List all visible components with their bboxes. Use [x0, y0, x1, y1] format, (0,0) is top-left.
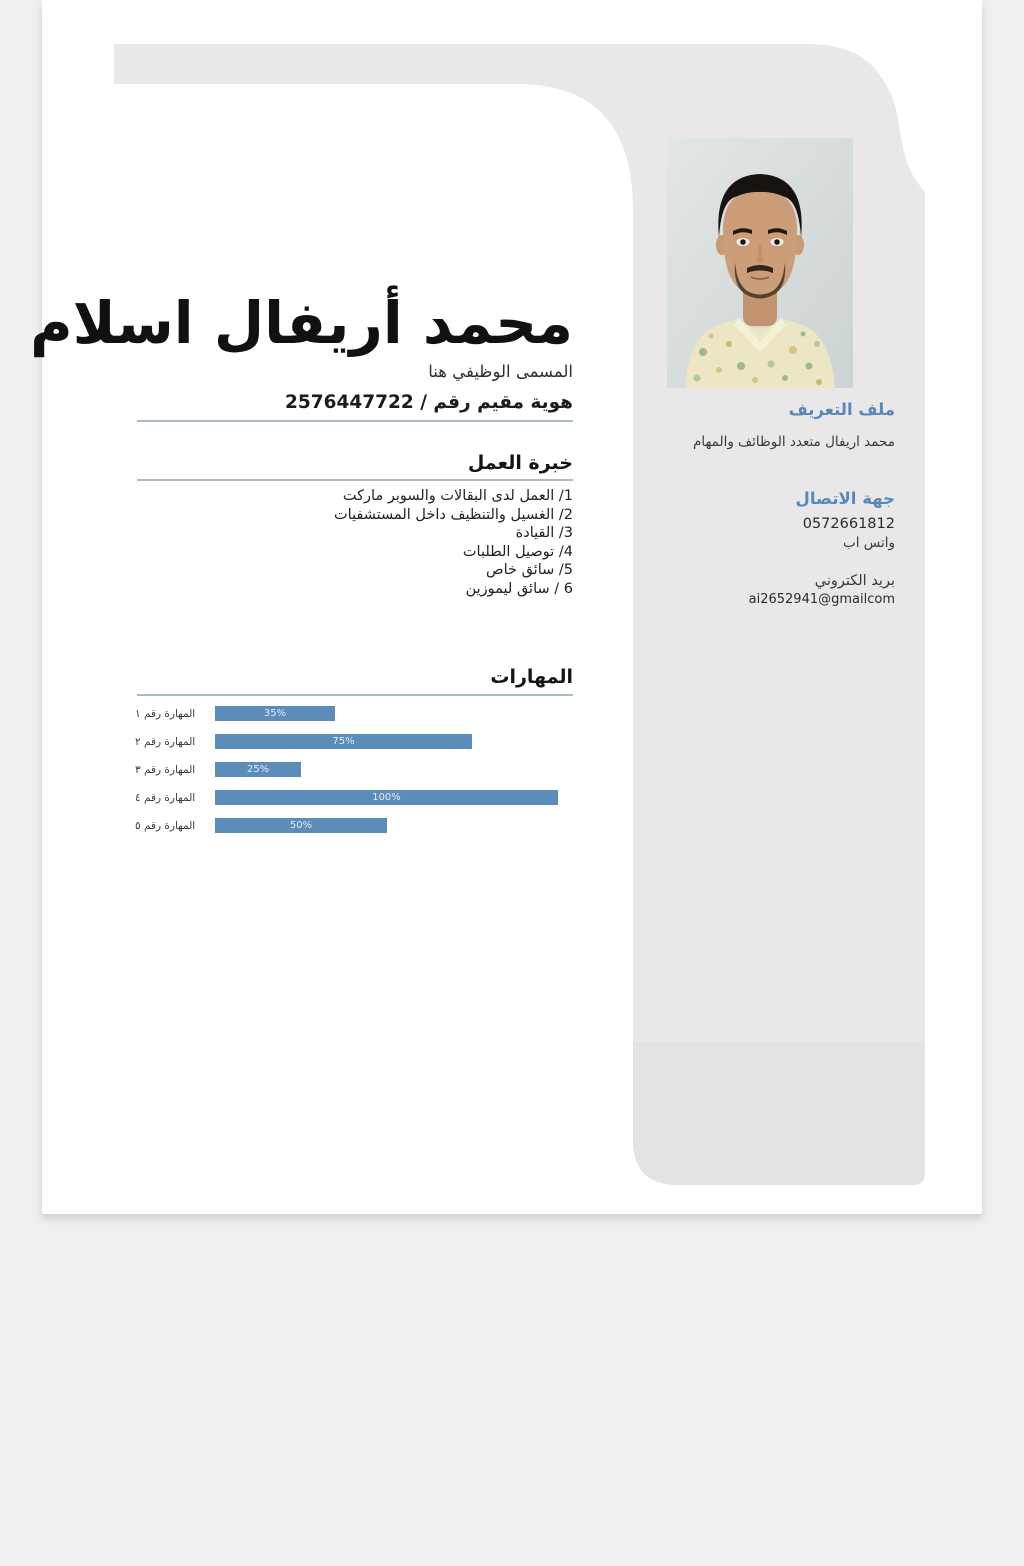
experience-item: 5/ سائق خاص — [486, 562, 573, 579]
skill-value-label: 50% — [289, 820, 313, 831]
profile-section-heading: ملف التعريف — [788, 400, 895, 419]
phone-number: 0572661812 — [802, 516, 895, 532]
experience-item: 2/ الغسيل والتنظيف داخل المستشفيات — [333, 506, 573, 523]
skills-heading: المهارات — [490, 666, 573, 688]
experience-item: 3/ القيادة — [515, 525, 573, 542]
photo-pupil — [774, 239, 780, 245]
skill-value-label: 100% — [372, 792, 401, 803]
section-divider — [137, 420, 573, 422]
skill-row — [135, 762, 571, 777]
experience-list — [137, 487, 573, 599]
experience-item: 6 / سائق ليموزين — [465, 580, 573, 597]
resident-id: هوية مقيم رقم / 2576447722 — [285, 392, 573, 413]
skill-label: المهارة رقم ٢ — [135, 735, 196, 748]
skill-value-label: 35% — [263, 708, 287, 719]
candidate-name: محمد أريفال اسلام — [30, 289, 573, 357]
photo-pupil — [740, 239, 746, 245]
email-address: ai2652941@gmailcom — [748, 592, 895, 607]
skill-row — [135, 790, 571, 805]
experience-item: 1/ العمل لدى البقالات والسوبر ماركت — [342, 488, 573, 504]
section-divider — [137, 479, 573, 481]
skill-row — [135, 734, 571, 749]
resume-page — [30, 0, 982, 1214]
contact-section-heading: جهة الاتصال — [795, 489, 895, 508]
skill-value-label: 25% — [246, 764, 270, 775]
skill-row — [135, 706, 571, 721]
job-title-placeholder: المسمى الوظيفي هنا — [428, 362, 573, 381]
skills-chart — [135, 706, 571, 846]
experience-item: 4/ توصيل الطلبات — [462, 543, 573, 560]
skill-bar — [215, 762, 301, 777]
skill-row — [135, 818, 571, 833]
profile-summary: محمد اريفال متعدد الوظائف والمهام — [692, 434, 895, 450]
skill-label: المهارة رقم ٤ — [135, 791, 196, 804]
skill-bar — [215, 706, 335, 721]
sidebar-shape-lower — [633, 1042, 925, 1185]
skill-label: المهارة رقم ٥ — [135, 819, 196, 832]
skill-value-label: 75% — [332, 736, 355, 747]
profile-photo — [667, 138, 853, 388]
whatsapp-label: واتس اب — [843, 535, 895, 551]
skill-bar — [215, 790, 558, 805]
skill-label: المهارة رقم ١ — [135, 707, 196, 720]
email-label: بريد الكتروني — [814, 573, 895, 589]
experience-heading: خبرة العمل — [467, 452, 573, 474]
skill-bar — [215, 818, 387, 833]
skill-label: المهارة رقم ٣ — [135, 763, 196, 776]
skill-bar — [215, 734, 472, 749]
section-divider — [137, 694, 573, 696]
